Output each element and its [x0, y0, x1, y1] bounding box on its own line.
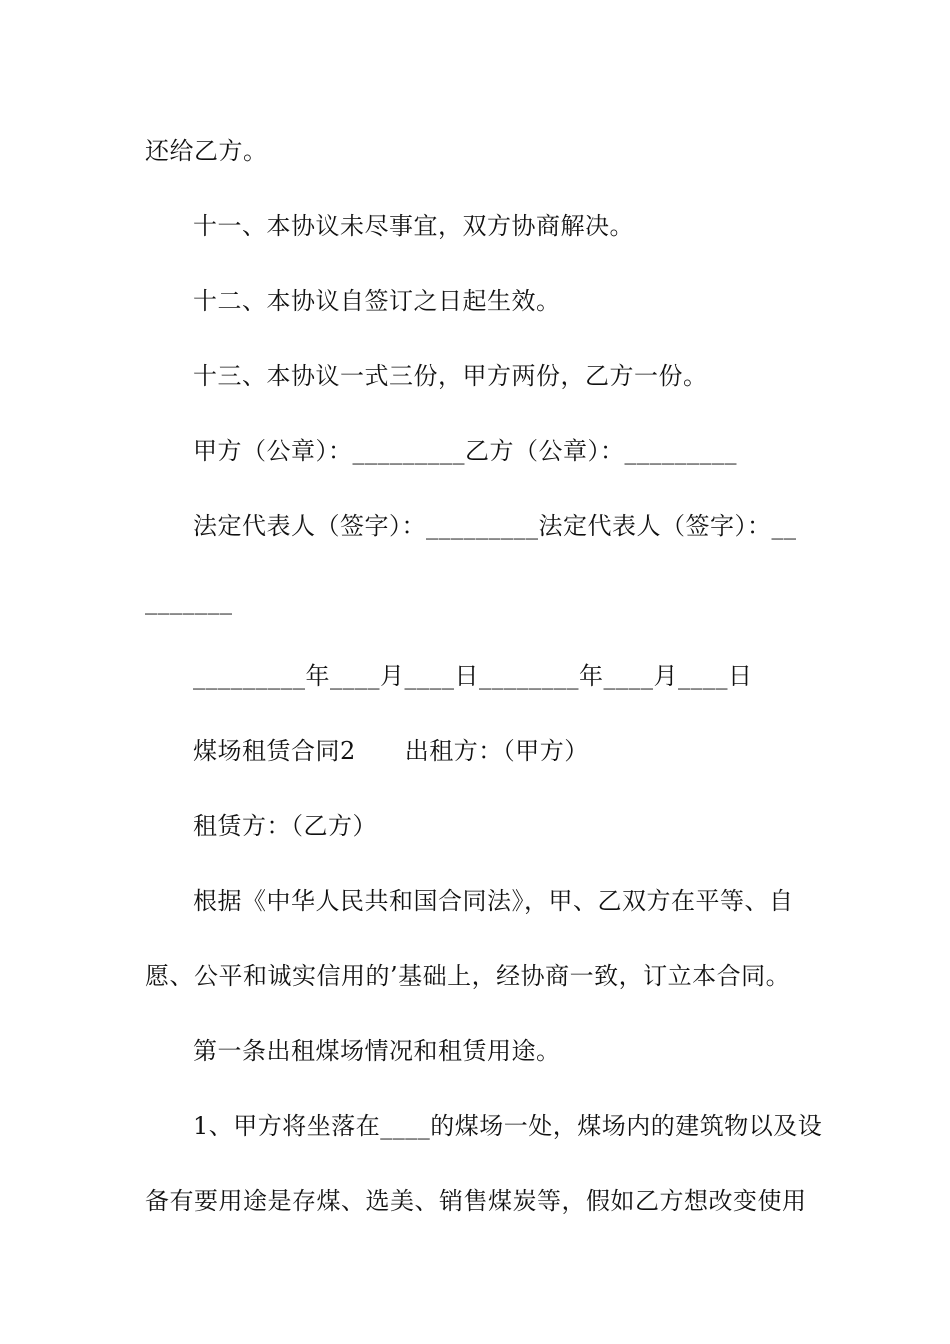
clause-13: 十三、本协议一式三份，甲方两份，乙方一份。 — [193, 362, 708, 390]
lessee-line: 租赁方：（乙方） — [193, 812, 377, 840]
clause-12: 十二、本协议自签订之日起生效。 — [193, 287, 561, 315]
party-seal-line: 甲方（公章）：_________乙方（公章）：_________ — [193, 437, 737, 465]
article-1-item-1-line-1: 1、甲方将坐落在____的煤场一处，煤场内的建筑物以及设 — [193, 1112, 823, 1140]
representative-signature-line: 法定代表人（签字）：_________法定代表人（签字）：__ — [193, 512, 797, 540]
contract-title-line: 煤场租赁合同2 出租方：（甲方） — [193, 737, 589, 765]
preamble-line-2: 愿、公平和诚实信用的’基础上，经协商一致，订立本合同。 — [145, 962, 791, 990]
article-1-heading: 第一条出租煤场情况和租赁用途。 — [193, 1037, 561, 1065]
preamble-line-1: 根据《中华人民共和国合同法》，甲、乙双方在平等、自 — [193, 887, 794, 915]
signature-line-continuation: _______ — [145, 587, 233, 615]
date-line: _________年____月____日________年____月____日 — [193, 662, 753, 690]
text-line: 还给乙方。 — [145, 137, 268, 165]
clause-11: 十一、本协议未尽事宜，双方协商解决。 — [193, 212, 634, 240]
article-1-item-1-line-2: 备有要用途是存煤、选美、销售煤炭等，假如乙方想改变使用 — [145, 1187, 807, 1215]
